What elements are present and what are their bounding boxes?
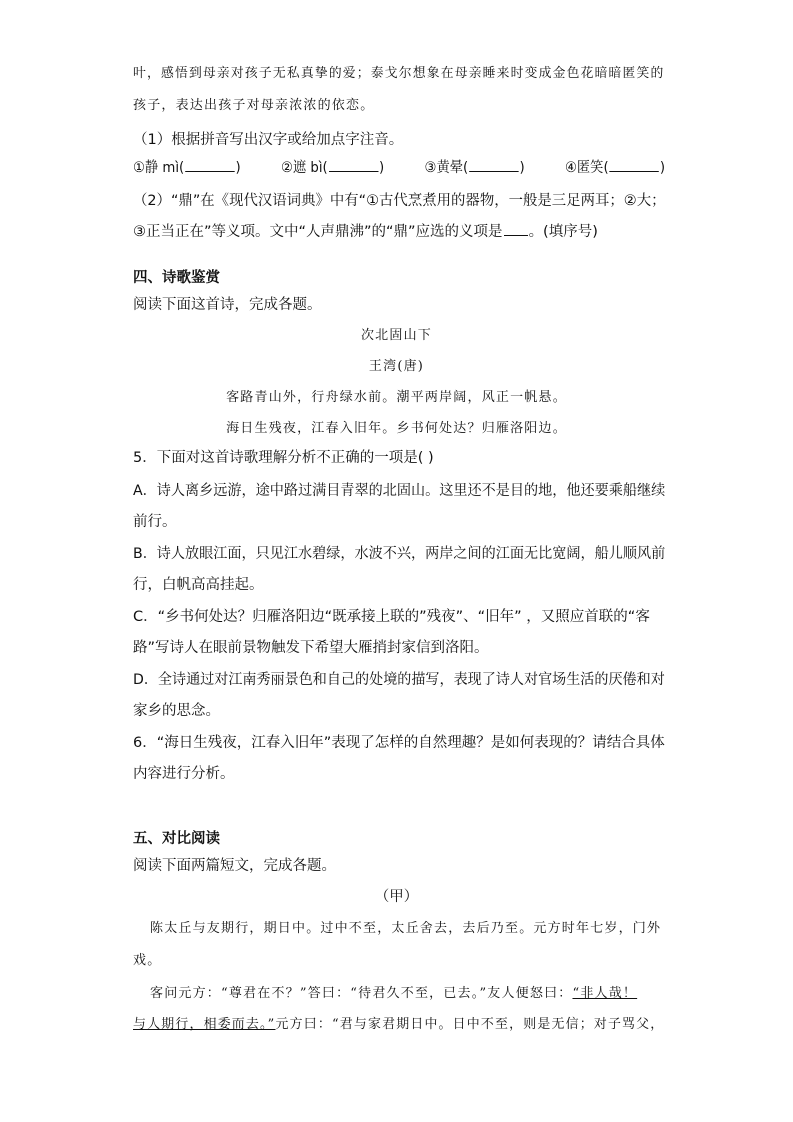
option-b[interactable]: B．诗人放眼江面，只见江水碧绿，水波不兴，两岸之间的江面无比宽阔，船儿顺风前 [133,546,666,562]
pinyin-item-4: ④匿笑( [564,160,609,176]
section-4-intro: 阅读下面这首诗，完成各题。 [133,297,322,313]
option-c[interactable]: C．“乡书何处达？归雁洛阳边“既承接上联的”残夜”、“旧年” ，又照应首联的“客 [133,609,650,625]
answer-blank[interactable] [504,222,528,236]
option-c-cont: 路”写诗人在眼前景物触发下希望大雁捎封家信到洛阳。 [133,640,489,656]
text-line: 叶，感悟到母亲对孩子无私真挚的爱；泰戈尔想象在母亲睡来时变成金色花暗暗匿笑的 [133,66,665,81]
answer-blank[interactable] [185,158,234,172]
pinyin-item-3: ③黄晕( [424,160,469,176]
pinyin-item-1: ①静 mì( [133,160,185,176]
option-a-cont: 前行。 [133,514,177,530]
passage-line: 戏。 [133,953,162,968]
section-5-heading: 五、对比阅读 [133,831,220,847]
answer-blank[interactable] [469,158,518,172]
question-1-items: ①静 mì( ) ②遮 bì( ) ③黄晕( ) ④匿笑( ) [133,160,666,176]
text-line: 孩子，表达出孩子对母亲浓浓的依恋。 [133,98,375,113]
section-5-intro: 阅读下面两篇短文，完成各题。 [133,858,336,874]
question-6-line: 内容进行分析。 [133,766,235,782]
question-2-line: （2）“鼎”在《现代汉语词典》中有“①古代烹煮用的器物，一般是三足两耳；②大； [133,193,666,209]
passage-line: 与人期行，相委而去。”元方曰：“君与家君期日中。日中不至，则是无信；对子骂父， [133,1017,665,1032]
poem-line: 海日生残夜，江春入旧年。乡书何处达？归雁洛阳边。 [226,421,567,436]
pinyin-item-2: ②遮 bì( [281,160,328,176]
question-6-line: 6．“海日生残夜，江春入旧年”表现了怎样的自然理趣？是如何表现的？请结合具体 [133,735,665,751]
poem-line: 客路青山外，行舟绿水前。潮平两岸阔，风正一帆悬。 [226,390,567,405]
passage-label: （甲） [374,889,419,905]
underlined-quote: 与人期行，相委而去。” [133,1017,276,1032]
poem-title: 次北固山下 [360,328,432,343]
answer-blank[interactable] [610,158,659,172]
option-d-cont: 家乡的思念。 [133,703,220,719]
passage-line: 客问元方：“尊君在不？”答曰：“待君久不至，已去。”友人便怒曰：“非人哉！ [150,986,638,1001]
section-4-heading: 四、诗歌鉴赏 [133,270,220,286]
option-a[interactable]: A．诗人离乡远游，途中路过满目青翠的北固山。这里还不是目的地，他还要乘船继续 [133,483,666,499]
question-5-stem: 5．下面对这首诗歌理解分析不正确的一项是( ) [133,450,434,466]
answer-blank[interactable] [329,158,378,172]
option-b-cont: 行，白帆高高挂起。 [133,577,264,593]
poem-author: 王湾(唐) [368,359,425,374]
question-2-line: ③正当正在”等义项。文中“人声鼎沸”的“鼎”应选的义项是 。(填序号) [133,224,598,240]
underlined-quote: “非人哉！ [572,986,638,1001]
passage-line: 陈太丘与友期行，期日中。过中不至，太丘舍去，去后乃至。元方时年七岁，门外 [150,921,662,936]
question-1-prompt: （1）根据拼音写出汉字或给加点字注音。 [133,132,404,148]
option-d[interactable]: D．全诗通过对江南秀丽景色和自己的处境的描写，表现了诗人对官场生活的厌倦和对 [133,672,665,688]
